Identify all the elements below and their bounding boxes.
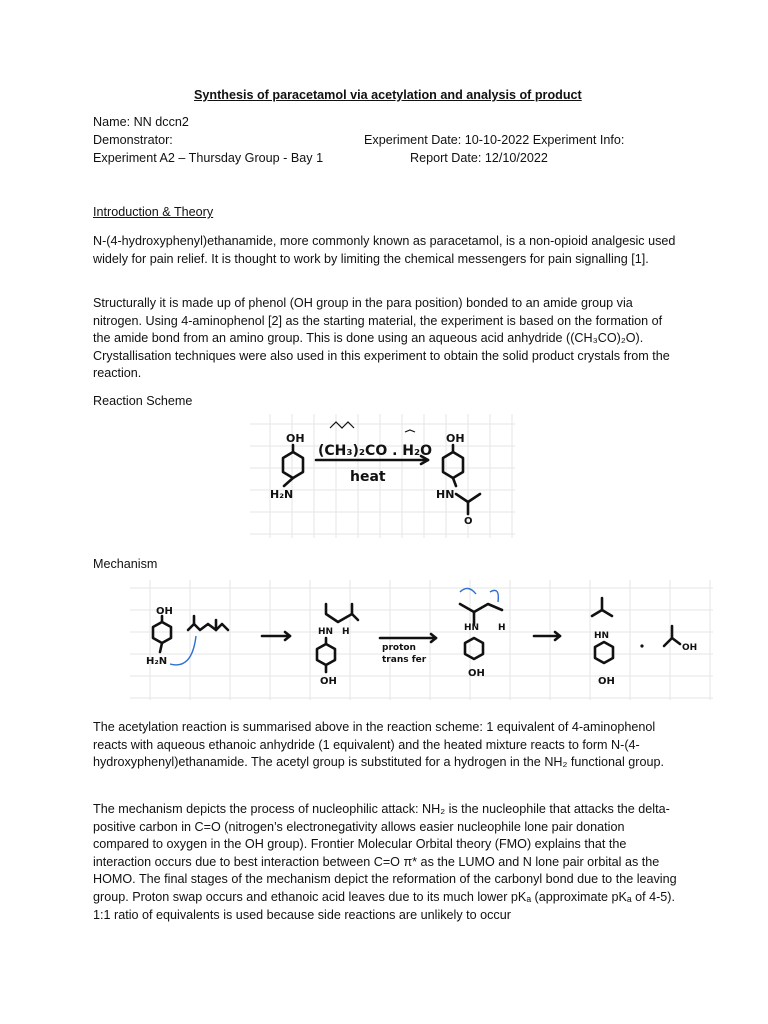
discussion-paragraph-2: The mechanism depicts the process of nucleophilic attack: NH₂ is the nucleophile that attacks the delta-positive carbon in C=O (nitrogen’s electronegativity allows easier nucleophile lone pair donation compared to oxygen in the OH group). Frontier Molecular Orbital theory (FMO) explains that the interaction occurs due to best interaction between C=O π* as the LUMO and N lone pair orbital as the HOMO. The final stages of the mechanism depict the reformation of the carbonyl bond due to the leaving group. Proton swap occurs and ethanoic acid leaves due to its much lower pKₐ (approximate pKₐ of 4-5). 1:1 ratio of equivalents is used because side reactions are unlikely to occur [93, 802, 677, 922]
benzene-ring [283, 452, 303, 478]
reaction-scheme-figure [250, 414, 515, 538]
product-o-label: O [464, 516, 473, 527]
acid-oh-label: OH [682, 643, 698, 653]
document-title: Synthesis of paracetamol via acetylation and analysis of product [194, 88, 582, 102]
curly-arrow-2 [460, 588, 476, 594]
intro-paragraph-1: N-(4-hydroxyphenyl)ethanamide, more commonly known as paracetamol, is a non-opioid analgesic used widely for pain relief. It is thought to work by limiting the chemical messengers for pain signalling [1]. [93, 234, 676, 266]
proton-transfer-label-2: trans fer [382, 655, 427, 665]
intermediate-h-label: H [342, 627, 350, 637]
product-oh-label: OH [446, 432, 465, 445]
mechanism-figure [130, 580, 713, 700]
experiment-info: Experiment A2 – Thursday Group - Bay 1 [93, 151, 324, 165]
curly-arrow [170, 636, 196, 665]
product-oh-label: OH [598, 676, 615, 687]
final-hn-label: HN [594, 631, 610, 641]
mech-oh-label: OH [156, 606, 173, 617]
scheme-h2n-label: H₂N [270, 488, 294, 501]
scheme-oh-label: OH [286, 432, 305, 445]
discussion-paragraph-1: The acetylation reaction is summarised above in the reaction scheme: 1 equivalent of 4-aminophenol reacts with aqueous ethanoic anhydride (1 equivalent) and the heated mixture reacts to form N-(4-hydroxyphenyl)ethanamide. The acetyl group is substituted for a hydrogen in the NH₂ functional group. [93, 720, 665, 770]
mech-h2n-label: H₂N [146, 656, 168, 667]
report-date: Report Date: 12/10/2022 [410, 151, 548, 165]
mechanism-label: Mechanism [93, 557, 158, 571]
intermediate2-oh-label: OH [468, 668, 485, 679]
reaction-scheme-label: Reaction Scheme [93, 394, 193, 408]
proton-transfer-label-1: proton [382, 643, 416, 653]
experiment-date: Experiment Date: 10-10-2022 Experiment Info: [364, 133, 625, 147]
intro-paragraph-2: Structurally it is made up of phenol (OH group in the para position) bonded to an amide group via nitrogen. Using 4-aminophenol [2] as the starting material, the experiment is based on the formation of the amide bond from an amino group. This is done using an aqueous acid anhydride ((CH₃CO)₂O). Crystallisation techniques were also used in this experiment to obtain the solid product crystals from the reaction. [93, 296, 670, 381]
intermediate2-h-label: H [498, 623, 506, 633]
grid-background [130, 580, 713, 700]
intro-heading: Introduction & Theory [93, 205, 214, 219]
intermediate-hn-label: HN [318, 627, 334, 637]
reagent-top: (CH₃)₂CO . H₂O [318, 443, 433, 459]
demonstrator: Demonstrator: [93, 133, 173, 147]
reagent-bottom: heat [350, 469, 386, 485]
intermediate-oh-label: OH [320, 676, 337, 687]
curly-arrow-3 [490, 590, 498, 602]
intermediate2-hn-label: HN [464, 623, 480, 633]
product-hn-label: HN [436, 488, 455, 501]
student-name: Name: NN dccn2 [93, 115, 189, 129]
